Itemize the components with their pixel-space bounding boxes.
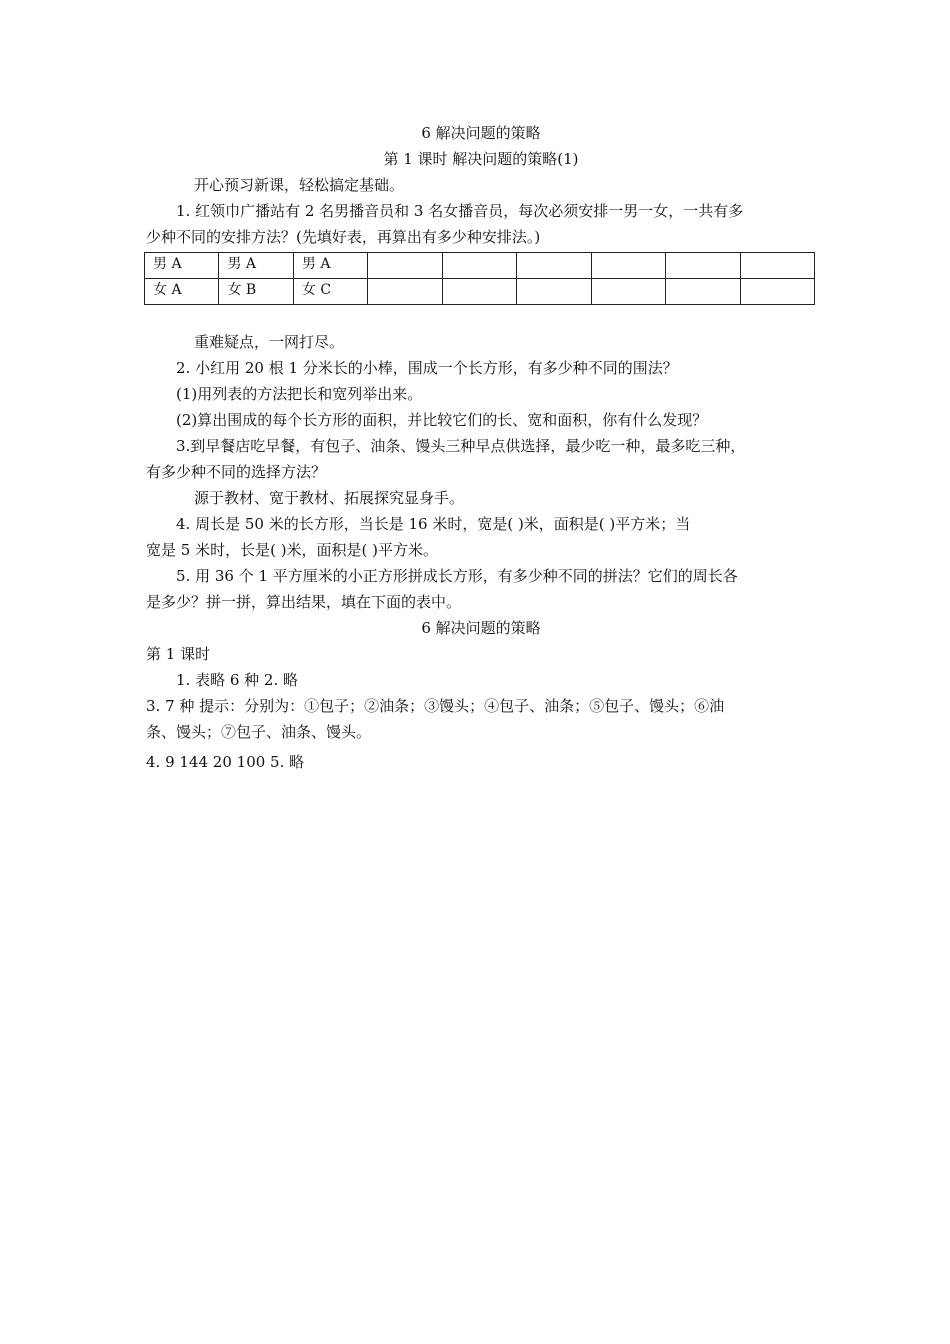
table-cell: [368, 279, 442, 305]
table-cell: [591, 279, 665, 305]
document-page: [146, 118, 816, 775]
answers-title: 6 解决问题的策略: [421, 619, 541, 637]
table-row: [145, 253, 815, 279]
section-extend: 源于教材、宽于教材、拓展探究显身手。: [194, 489, 465, 507]
table-cell: 女 C: [293, 279, 367, 305]
answers-lesson: 第 1 课时: [146, 645, 211, 663]
question-3-line-1: 3.到早餐店吃早餐，有包子、油条、馒头三种早点供选择，最少吃一种，最多吃三种，: [176, 437, 746, 455]
table-cell: [368, 253, 442, 279]
lesson-title: 第 1 课时 解决问题的策略(1): [383, 150, 579, 168]
question-5-line-1: 5. 用 36 个 1 平方厘米的小正方形拼成长方形，有多少种不同的拼法？它们的周长各: [176, 567, 738, 585]
table-cell: [666, 253, 740, 279]
question-2-part-b: (2)算出围成的每个长方形的面积，并比较它们的长、宽和面积，你有什么发现？: [176, 411, 708, 429]
table-cell: [740, 279, 815, 305]
question-4-line-2: 宽是 5 米时，长是( )米，面积是( )平方米。: [146, 541, 439, 559]
answer-4-5: 4. 9 144 20 100 5. 略: [146, 753, 305, 771]
table-cell: [740, 253, 815, 279]
table-cell: 女 B: [219, 279, 293, 305]
table-cell: [517, 253, 591, 279]
table-cell: [517, 279, 591, 305]
section-preview: 开心预习新课，轻松搞定基础。: [194, 176, 405, 194]
table-cell: 男 A: [145, 253, 219, 279]
table-cell: 男 A: [293, 253, 367, 279]
question-1-line-1: 1. 红领巾广播站有 2 名男播音员和 3 名女播音员，每次必须安排一男一女，一共有多: [176, 202, 744, 220]
table-cell: [591, 253, 665, 279]
question-2: 2. 小红用 20 根 1 分米长的小棒，围成一个长方形，有多少种不同的围法？: [176, 359, 678, 377]
answer-3-line-1: 3. 7 种 提示：分别为：①包子；②油条；③馒头；④包子、油条；⑤包子、馒头；⑥油: [146, 697, 725, 715]
answer-1-2: 1. 表略 6 种 2. 略: [176, 671, 299, 689]
table-cell: [442, 279, 516, 305]
question-3-line-2: 有多少种不同的选择方法？: [146, 463, 327, 481]
table-row: [145, 279, 815, 305]
table-cell: [442, 253, 516, 279]
table-cell: 女 A: [145, 279, 219, 305]
answer-3-line-2: 条、馒头；⑦包子、油条、馒头。: [146, 723, 372, 741]
pairing-table: [144, 252, 815, 305]
table-cell: 男 A: [219, 253, 293, 279]
question-4-line-1: 4. 周长是 50 米的长方形，当长是 16 米时，宽是( )米，面积是( )平方米；当: [176, 515, 691, 533]
question-1-line-2: 少种不同的安排方法？(先填好表，再算出有多少种安排法。): [146, 228, 541, 246]
table-cell: [666, 279, 740, 305]
question-2-part-a: (1)用列表的方法把长和宽列举出来。: [176, 385, 423, 403]
section-difficult: 重难疑点，一网打尽。: [194, 333, 345, 351]
question-5-line-2: 是多少？拼一拼，算出结果，填在下面的表中。: [146, 593, 462, 611]
chapter-title: 6 解决问题的策略: [421, 124, 541, 142]
